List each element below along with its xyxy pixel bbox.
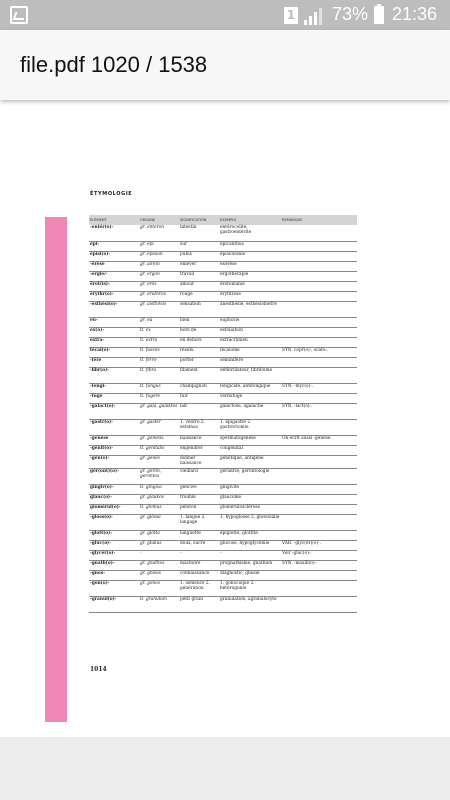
table-cell: filament [179, 367, 219, 383]
table-cell: gr. glukus [139, 540, 179, 550]
table-cell: gr. gnathos [139, 560, 179, 570]
table-cell: SYN. -myc(o)-. [281, 383, 357, 393]
table-cell [281, 468, 357, 484]
table-cell [281, 317, 357, 327]
table-cell: gr. gastêr [139, 419, 179, 435]
table-row [89, 530, 357, 540]
table-row [89, 337, 357, 347]
table-cell: gér(ont)(o)- [89, 468, 139, 484]
table-row [89, 403, 357, 419]
table-cell: -galact(o)- [89, 403, 139, 419]
table-cell: 1. épigastre 2. gastrectomie [219, 419, 281, 435]
table-cell: anesthésie, esthésiomètre [219, 301, 281, 317]
table-row [89, 455, 357, 468]
table-cell: prognathisme, gnathion [219, 560, 281, 570]
table-row [89, 271, 357, 281]
table-cell: peloton [179, 504, 219, 514]
status-bar [0, 0, 450, 30]
table-cell: exérèse [219, 261, 281, 271]
table-cell: -glycér(o)- [89, 550, 139, 560]
table-cell: -glott(o)- [89, 530, 139, 540]
page-number: 1014 [90, 666, 107, 673]
table-cell: épisiotomie [219, 251, 281, 261]
table-row [89, 357, 357, 367]
table-cell: donner naissance [179, 455, 219, 468]
table-cell: -fère [89, 357, 139, 367]
table-cell: eu- [89, 317, 139, 327]
table-cell: gr. eruthros [139, 291, 179, 301]
table-cell: gr. gnôsis [139, 570, 179, 580]
table-cell: lt. granulum [139, 596, 179, 612]
table-cell [281, 261, 357, 271]
table-cell: génétique, antigène [219, 455, 281, 468]
table-cell [281, 291, 357, 301]
table-cell: -gén(o)- [89, 455, 139, 468]
table-cell: galactose, agalactie [219, 403, 281, 419]
table-cell: 1. semence 2. génération [179, 580, 219, 596]
table-row [89, 383, 357, 393]
table-cell: résidu [179, 347, 219, 357]
app-bar [0, 30, 450, 100]
table-cell [281, 504, 357, 514]
table-cell: -genèse [89, 435, 139, 445]
table-cell: lt. gingiva [139, 484, 179, 494]
table-cell: gériatrie, gérontologie [219, 468, 281, 484]
table-cell: lt. fungus [139, 383, 179, 393]
table-cell: -fuge [89, 393, 139, 403]
table-cell: lt. extra [139, 337, 179, 347]
table-row [89, 367, 357, 383]
table-row [89, 596, 357, 612]
table-cell: glomérul(o)- [89, 504, 139, 514]
table-cell: porter [179, 357, 219, 367]
table-cell: ergothérapie [219, 271, 281, 281]
table-row [89, 281, 357, 291]
table-cell: -esthési(o)- [89, 301, 139, 317]
table-cell: trouble [179, 494, 219, 504]
table-cell: exfoliation [219, 327, 281, 337]
table-cell: -gnath(o)- [89, 560, 139, 570]
table-cell: gr. epision [139, 251, 179, 261]
table-cell: lt. genitalis [139, 445, 179, 455]
table-cell: VAR. -glyc(ér)(o)-. [281, 540, 357, 550]
table-cell: -génit(o)- [89, 445, 139, 455]
table-cell: -fongi- [89, 383, 139, 393]
table-row [89, 504, 357, 514]
table-cell: travail [179, 271, 219, 281]
table-cell: -gloss(o)- [89, 514, 139, 530]
table-cell: pubis [179, 251, 219, 261]
table-row [89, 514, 357, 530]
table-cell: fongicide, antifongique [219, 383, 281, 393]
table-cell [281, 580, 357, 596]
table-cell: gr. glôtta [139, 530, 179, 540]
table-cell [281, 530, 357, 540]
table-cell: lait [179, 403, 219, 419]
table-row [89, 225, 357, 241]
table-cell: hors de [179, 327, 219, 337]
table-cell: gr. enteron [139, 225, 179, 241]
table-row [89, 291, 357, 301]
table-cell [281, 494, 357, 504]
table-row [89, 327, 357, 337]
table-cell: -gon(o)- [89, 580, 139, 596]
table-cell: glauc(o)- [89, 494, 139, 504]
page-margin-band [45, 217, 67, 722]
table-cell: vermifuge [219, 393, 281, 403]
signal-icon [304, 7, 324, 25]
table-cell: gr. erôs [139, 281, 179, 291]
table-cell: languette [179, 530, 219, 540]
table-cell: Voir -gluc(o)-. [281, 550, 357, 560]
table-row [89, 550, 357, 560]
table-cell: sur [179, 241, 219, 251]
battery-icon [374, 6, 384, 24]
table-cell [281, 455, 357, 468]
table-row [89, 301, 357, 317]
table-cell: gingivite [219, 484, 281, 494]
table-row [89, 468, 357, 484]
table-row [89, 261, 357, 271]
table-cell [281, 514, 357, 530]
table-cell [281, 484, 357, 494]
table-cell: granulation, agranulocyte [219, 596, 281, 612]
table-cell [281, 271, 357, 281]
table-cell: défibrillateur, fibrillome [219, 367, 281, 383]
table-cell: séminifère [219, 357, 281, 367]
table-cell: -entér(o)- [89, 225, 139, 241]
table-cell: -érèse [89, 261, 139, 271]
table-cell: gr. gonos [139, 580, 179, 596]
table-cell [281, 357, 357, 367]
table-cell: naissance [179, 435, 219, 445]
table-cell: lt. ferre [139, 357, 179, 367]
table-cell: spermatogenèse [219, 435, 281, 445]
table-cell: gr. genesis [139, 435, 179, 445]
table-cell: 1. hypoglosse 2. glossolalie [219, 514, 281, 530]
table-cell: érot(is)- [89, 281, 139, 291]
table-cell: gr. ergon [139, 271, 179, 281]
table-cell: - [219, 550, 281, 560]
table-cell: congénital [219, 445, 281, 455]
table-cell [281, 596, 357, 612]
table-cell: fécal(o)- [89, 347, 139, 357]
table-cell [281, 241, 357, 251]
table-row [89, 445, 357, 455]
table-cell: sensation [179, 301, 219, 317]
table-cell: épicanthus [219, 241, 281, 251]
table-row [89, 484, 357, 494]
table-cell: érythrose [219, 291, 281, 301]
table-cell: -gluc(o)- [89, 540, 139, 550]
table-cell: champignon [179, 383, 219, 393]
table-cell: lt. glomus [139, 504, 179, 514]
table-cell: gr. epi [139, 241, 179, 251]
table-cell: entérocolite, gastroentérite [219, 225, 281, 241]
table-cell: gr. eu [139, 317, 179, 327]
table-cell: engendrer [179, 445, 219, 455]
table-cell: glomérulosclérose [219, 504, 281, 514]
table-cell: bien [179, 317, 219, 327]
table-header-row [89, 215, 357, 225]
table-cell: érotomanie [219, 281, 281, 291]
table-cell: gr. gerôn, gerontos [139, 468, 179, 484]
table-cell: extra- [89, 337, 139, 347]
table-cell: épisi(o)- [89, 251, 139, 261]
table-cell: diagnostic, gnosie [219, 570, 281, 580]
table-cell: euphorie [219, 317, 281, 327]
table-cell [281, 251, 357, 261]
column-header: EXEMPLE [219, 215, 281, 225]
table-cell: amour [179, 281, 219, 291]
table-cell: gr. airein [139, 261, 179, 271]
table-row [89, 494, 357, 504]
table-cell: doux, sucre [179, 540, 219, 550]
table-cell: - [139, 550, 179, 560]
pdf-page-viewport[interactable] [0, 100, 450, 737]
table-row [89, 540, 357, 550]
viewer-background [0, 737, 450, 800]
table-cell: épi- [89, 241, 139, 251]
table-cell: enlever [179, 261, 219, 271]
column-header: ORIGINE [139, 215, 179, 225]
table-cell: 1. langue 2. langage [179, 514, 219, 530]
clock: 21:36 [392, 4, 438, 24]
table-cell: extracrânien [219, 337, 281, 347]
table-row [89, 419, 357, 435]
gallery-icon [10, 6, 28, 24]
table-cell: gencive [179, 484, 219, 494]
table-cell: vieillard [179, 468, 219, 484]
table-cell [281, 570, 357, 580]
column-header: REMARQUE [281, 215, 357, 225]
table-cell: 1. ventre 2. estomac [179, 419, 219, 435]
table-cell [281, 445, 357, 455]
table-row [89, 251, 357, 261]
etymology-table [89, 215, 357, 613]
table-cell: -gnos- [89, 570, 139, 580]
document-title: file.pdf 1020 / 1538 [20, 52, 208, 77]
section-title: ÉTYMOLOGIE [90, 191, 133, 197]
table-cell: mâchoire [179, 560, 219, 570]
sim-icon: 1 [284, 7, 298, 24]
battery-percent: 73% [332, 4, 369, 24]
table-row [89, 393, 357, 403]
table-cell: lt. faeces [139, 347, 179, 357]
table-cell: -gastr(o)- [89, 419, 139, 435]
table-cell: gr. glaukos [139, 494, 179, 504]
table-cell: gr. genês [139, 455, 179, 468]
table-cell: gingiv(o)- [89, 484, 139, 494]
table-cell: 1. gonocoque 2. hétérogonie [219, 580, 281, 596]
table-row [89, 317, 357, 327]
table-cell: glaucome [219, 494, 281, 504]
table-cell [281, 301, 357, 317]
table-cell: épiglotte, glottite [219, 530, 281, 540]
table-cell: - [179, 550, 219, 560]
column-header: ÉLÉMENT [89, 215, 139, 225]
table-cell: ex(o)- [89, 327, 139, 337]
table-cell [281, 337, 357, 347]
table-cell: SYN. -lact(o)-. [281, 403, 357, 419]
table-cell: connaissance [179, 570, 219, 580]
table-cell: glucose, hypoglycémie [219, 540, 281, 550]
table-cell: lt. fugere [139, 393, 179, 403]
table-cell [281, 419, 357, 435]
table-cell: fécalome [219, 347, 281, 357]
table-row [89, 580, 357, 596]
table-cell: en dehors [179, 337, 219, 347]
table-cell: lt. fibra [139, 367, 179, 383]
table-cell: petit grain [179, 596, 219, 612]
table-row [89, 560, 357, 570]
table-cell: SYN. -maxill(o)-. [281, 560, 357, 570]
table-cell: érythr(o)- [89, 291, 139, 301]
table-row [89, 347, 357, 357]
table-cell: -granul(o)- [89, 596, 139, 612]
table-cell [281, 225, 357, 241]
table-cell: SYN. copr(o)-, scato-. [281, 347, 357, 357]
table-cell: On écrit aussi -génèse. [281, 435, 357, 445]
table-cell: intestin [179, 225, 219, 241]
table-cell [281, 327, 357, 337]
table-cell: gr. aisthêsis [139, 301, 179, 317]
table-cell: gr. glôssa [139, 514, 179, 530]
table-cell: lt. ex [139, 327, 179, 337]
table-row [89, 241, 357, 251]
table-row [89, 570, 357, 580]
table-cell: rouge [179, 291, 219, 301]
table-cell: fuir [179, 393, 219, 403]
table-body [89, 225, 357, 612]
table-cell: -ergie/- [89, 271, 139, 281]
column-header: SIGNIFICATION [179, 215, 219, 225]
table-row [89, 435, 357, 445]
table-cell: -fibr(o)- [89, 367, 139, 383]
table-cell: gr. gala, galaktos [139, 403, 179, 419]
table-cell [281, 393, 357, 403]
table-cell [281, 281, 357, 291]
table-cell [281, 367, 357, 383]
